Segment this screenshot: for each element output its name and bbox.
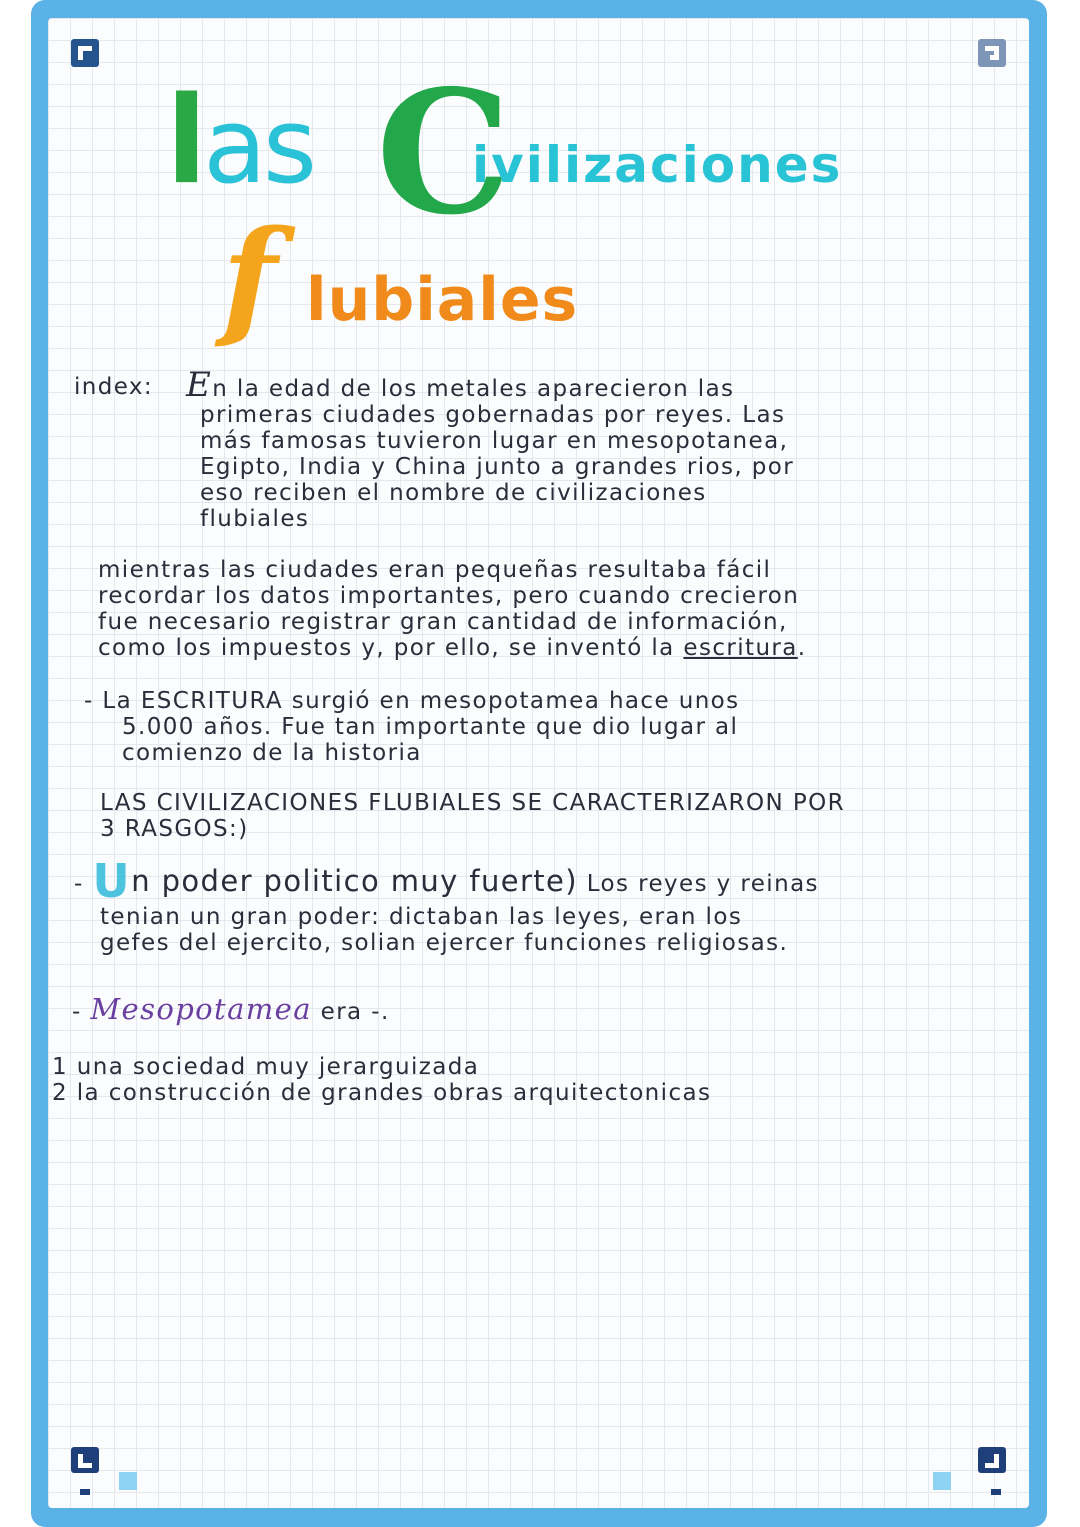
script-word: Mesopotamea [90, 992, 312, 1026]
paragraph-escritura [98, 557, 807, 661]
bullet-line: 5.000 años. Fue tan importante que dio lugar al [122, 714, 739, 740]
rasgos-list [52, 1054, 711, 1106]
title-letter-f: f [222, 203, 278, 353]
big-letter-u: U [92, 854, 132, 908]
decor-square [119, 1472, 137, 1490]
corner-mark [991, 1489, 1001, 1495]
paragraph-line: recordar los datos importantes, pero cuando crecieron [98, 583, 800, 609]
paragraph-line: eso reciben el nombre de civilizaciones [200, 480, 707, 506]
underlined-word: escritura [683, 635, 798, 661]
rasgo-line: gefes del ejercito, solian ejercer funciones religiosas. [100, 930, 789, 956]
decor-square [933, 1472, 951, 1490]
corner-bracket-icon [70, 1446, 100, 1476]
heading-line: 3 RASGOS:) [100, 816, 249, 842]
paragraph-line: como los impuestos y, por ello, se inventó la escritura. [98, 635, 807, 661]
drop-cap: E [186, 365, 213, 405]
title-lubiales: lubiales [306, 265, 579, 335]
paragraph-line: n la edad de los metales aparecieron las [212, 376, 735, 402]
caps-heading [100, 790, 845, 842]
corner-bracket-icon [70, 38, 100, 68]
paragraph-line: fue necesario registrar gran cantidad de información, [98, 609, 788, 635]
list-item: 2 la construcción de grandes obras arquitectonicas [52, 1080, 712, 1106]
title-ivilizaciones: ivilizaciones [472, 136, 843, 194]
intro-paragraph [186, 365, 795, 532]
bullet-line: comienzo de la historia [122, 740, 422, 766]
meso-line: - Mesopotamea era -. [72, 992, 390, 1026]
rasgo-heading: n poder politico muy fuerte) [131, 864, 579, 898]
corner-bracket-icon [977, 38, 1007, 68]
corner-mark [80, 1489, 90, 1495]
corner-bracket-icon [977, 1446, 1007, 1476]
rasgo-poder-politico: - Un poder politico muy fuerte) Los reyes y reinas tenian un gran poder: dictaban las leyes, eran los gefes del ejercito, solian ejercer funciones religiosas. [74, 854, 819, 956]
paragraph-line: Egipto, India y China junto a grandes rios, por [200, 454, 795, 480]
title-letter-c: C [376, 53, 512, 253]
bullet-escritura [84, 688, 740, 766]
index-label: index: [74, 374, 154, 400]
list-item: 1 una sociedad muy jerarguizada [52, 1054, 480, 1080]
title-las: las [166, 72, 314, 211]
rasgo-line: tenian un gran poder: dictaban las leyes, eran los [100, 904, 743, 930]
paragraph-line: primeras ciudades gobernadas por reyes. Las [200, 402, 786, 428]
paragraph-line: flubiales [200, 506, 310, 532]
paragraph-line: más famosas tuvieron lugar en mesopotanea, [200, 428, 789, 454]
bullet-line: - La ESCRITURA surgió en mesopotamea hace unos [84, 688, 740, 714]
paragraph-line: mientras las ciudades eran pequeñas resultaba fácil [98, 557, 772, 583]
heading-line: LAS CIVILIZACIONES FLUBIALES SE CARACTERIZARON POR [100, 790, 845, 816]
